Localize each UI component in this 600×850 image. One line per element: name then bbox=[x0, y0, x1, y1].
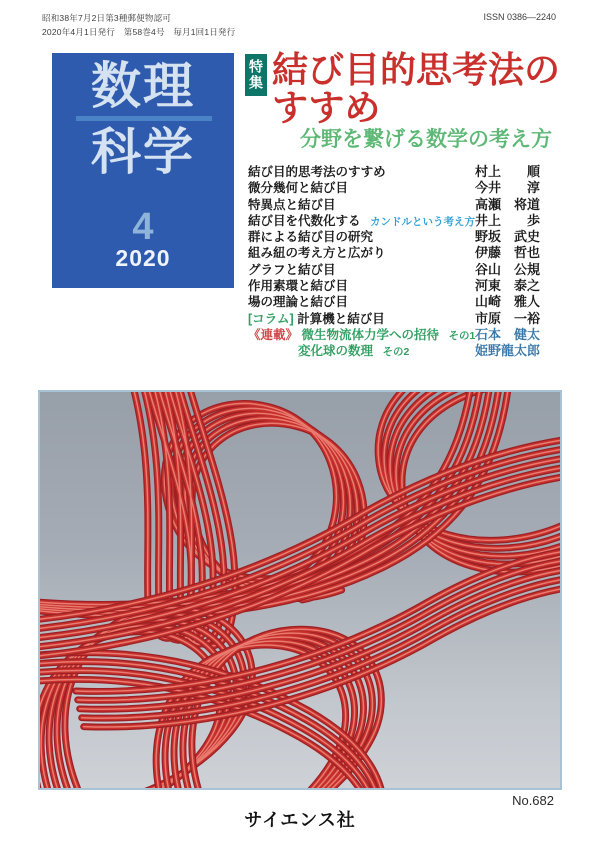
toc-row bbox=[248, 278, 540, 294]
article-author: 市原 一裕 bbox=[474, 310, 540, 326]
article-title: 変化球の数理 bbox=[298, 344, 374, 359]
serial-part: その1 bbox=[448, 329, 476, 342]
magazine-name-line2: 科学 bbox=[91, 124, 195, 180]
column-label: [コラム] bbox=[248, 311, 294, 326]
toc-row bbox=[248, 164, 540, 180]
article-title: 結び目的思考法のすすめ bbox=[248, 165, 386, 179]
feature-title-line1: 結び目的思考法の bbox=[272, 49, 561, 90]
issn-number: ISSN 0386—2240 bbox=[483, 12, 556, 22]
toc-row-serial bbox=[248, 343, 540, 359]
article-title: 群による結び目の研究 bbox=[248, 230, 374, 245]
article-author: 姫野龍太郎 bbox=[474, 343, 540, 359]
article-author: 高瀬 将道 bbox=[474, 196, 540, 212]
issue-year: 2020 bbox=[115, 245, 171, 271]
magazine-title-box bbox=[52, 53, 234, 288]
article-author: 野坂 武史 bbox=[474, 229, 540, 245]
article-author: 山崎 雅人 bbox=[474, 294, 540, 310]
toc-row bbox=[248, 294, 540, 310]
issue-date-line: 2020年4月1日発行 第58巻4号 毎月1回1日発行 bbox=[42, 27, 236, 37]
postal-approval-line: 昭和38年7月2日第3種郵便物認可 bbox=[42, 13, 172, 23]
table-of-contents bbox=[248, 164, 540, 360]
article-author: 石本 健太 bbox=[474, 326, 540, 342]
article-author: 今井 淳 bbox=[474, 180, 540, 196]
issue-number: No.682 bbox=[512, 793, 554, 808]
title-divider bbox=[76, 116, 212, 121]
article-title: 場の理論と結び目 bbox=[248, 295, 349, 310]
toc-row bbox=[248, 262, 540, 278]
cover-art-frame bbox=[38, 390, 562, 790]
article-author: 井上 歩 bbox=[474, 212, 540, 228]
article-author: 谷山 公規 bbox=[474, 261, 540, 277]
feature-title-line2: すすめ bbox=[272, 87, 381, 128]
feature-subtitle: 分野を繋げる数学の考え方 bbox=[300, 128, 552, 151]
toc-row bbox=[248, 213, 540, 229]
knot-artwork-icon bbox=[40, 392, 560, 788]
article-author: 村上 順 bbox=[474, 164, 540, 179]
article-title: 特異点と結び目 bbox=[248, 197, 336, 212]
article-author: 河東 泰之 bbox=[474, 278, 540, 294]
toc-row bbox=[248, 245, 540, 261]
toc-row-column bbox=[248, 311, 540, 327]
article-title: 微生物流体力学への招待 bbox=[301, 327, 440, 342]
toc-row-serial bbox=[248, 327, 540, 343]
feature-badge: 特集 bbox=[245, 54, 267, 96]
feature-heading bbox=[244, 50, 564, 160]
toc-row bbox=[248, 229, 540, 245]
publisher-name: サイエンス社 bbox=[244, 810, 356, 830]
article-title: 組み紐の考え方と広がり bbox=[248, 246, 386, 261]
article-title: グラフと結び目 bbox=[248, 262, 336, 277]
toc-row bbox=[248, 180, 540, 196]
magazine-name-line1: 数理 bbox=[91, 58, 195, 114]
toc-row bbox=[248, 197, 540, 213]
article-subtitle: カンドルという考え方 bbox=[370, 215, 475, 228]
serial-label: 《連載》 bbox=[248, 327, 299, 342]
serial-part: その2 bbox=[382, 346, 410, 359]
article-author: 伊藤 哲也 bbox=[474, 245, 540, 261]
article-title: 微分幾何と結び目 bbox=[248, 181, 349, 196]
article-title: 計算機と結び目 bbox=[297, 311, 385, 326]
article-title: 結び目を代数化する bbox=[248, 213, 361, 228]
article-title: 作用素環と結び目 bbox=[248, 279, 349, 294]
issue-month: 4 bbox=[132, 206, 154, 248]
